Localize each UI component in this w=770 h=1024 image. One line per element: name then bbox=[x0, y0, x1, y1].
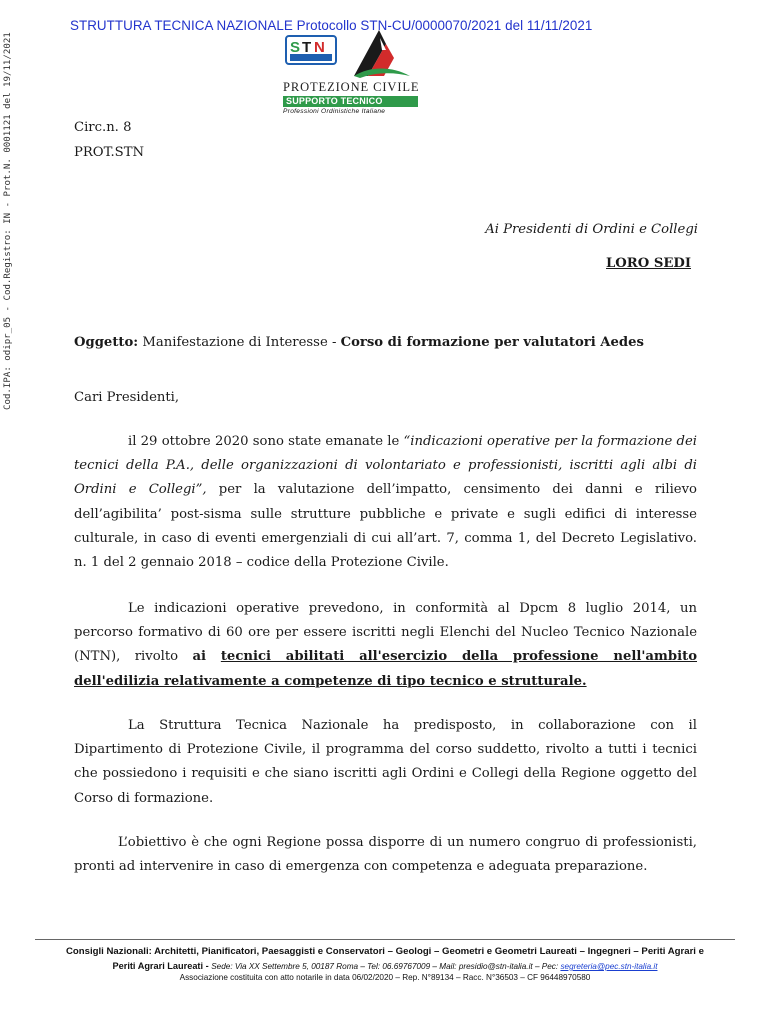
paragraph-1 bbox=[74, 430, 697, 575]
p1-body: per la valutazione dell’impatto, censimento dei danni e rilievo dell’agibilita’ post-sisma sulle strutture pubbliche e private e sugli edifici di interesse culturale, in caso di eventi emergenziali di cui all’art. 7, comma 1, del Decreto Legislativo. n. 1 del 2 gennaio 2018 – codice della Protezione Civile. bbox=[74, 482, 697, 571]
footer-address bbox=[28, 961, 742, 971]
mountain-emblem-icon bbox=[354, 30, 410, 78]
footer-periti: Periti Agrari Laureati - bbox=[112, 961, 212, 971]
subject-line bbox=[74, 334, 644, 351]
subject-text: Manifestazione di Interesse - bbox=[138, 335, 341, 350]
subject-label: Oggetto: bbox=[74, 335, 139, 350]
salutation: Cari Presidenti, bbox=[74, 390, 180, 405]
footer-councils: Consigli Nazionali: Architetti, Pianificatori, Paesaggisti e Conservatori – Geologi – Geometri e Geometri Laureati – Ingegneri – Periti Agrari e bbox=[66, 946, 704, 957]
stn-badge-icon bbox=[286, 36, 336, 64]
paragraph-4 bbox=[74, 831, 697, 879]
p4-body: L’obiettivo è che ogni Regione possa disporre di un numero congruo di professionisti, pronti ad intervenire in caso di emergenza con competenza e adeguata preparazione. bbox=[74, 835, 697, 875]
logo-band: SUPPORTO TECNICO bbox=[283, 96, 418, 107]
logo-subtitle: Professioni Ordinistiche Italiane bbox=[283, 108, 386, 115]
recipients-line: Ai Presidenti di Ordini e Collegi bbox=[485, 222, 698, 237]
subject-course: Corso di formazione per valutatori Aedes bbox=[340, 335, 644, 350]
p1-quote: “indicazioni operative per la formazione dei tecnici della P.A., delle organizzazioni di volontariato e professionisti, iscritti agli albi di Ordini e Collegi”, bbox=[74, 434, 698, 498]
recipients-sedi: LORO SEDI bbox=[606, 256, 691, 271]
p2-bold-underlined: tecnici abilitati all'esercizio della professione nell'ambito dell'edilizia relativamente a competenze di tipo tecnico e strutturale. bbox=[74, 649, 698, 689]
registry-stamp-text: Cod.IPA: odipr_05 - Cod.Registro: IN - Prot.N. 0001121 del 19/11/2021 bbox=[3, 32, 13, 410]
svg-text:T: T bbox=[302, 39, 312, 56]
p2-body: Le indicazioni operative prevedono, in conformità al Dpcm 8 luglio 2014, un percorso formativo di 60 ore per essere iscritti negli Elenchi del Nucleo Tecnico Nazionale (NTN), rivolto bbox=[74, 601, 697, 665]
protocol-stamp: STRUTTURA TECNICA NAZIONALE Protocollo STN-CU/0000070/2021 del 11/11/2021 bbox=[70, 18, 593, 33]
svg-text:N: N bbox=[314, 39, 325, 56]
footer-contacts: Sede: Via XX Settembre 5, 00187 Roma – Tel: 06.69767009 – Mail: presidio@stn-italia.it – Pec: bbox=[211, 962, 561, 971]
registry-stamp-vertical bbox=[1, 8, 15, 412]
p1-intro: il 29 ottobre 2020 sono state emanate le bbox=[128, 434, 404, 449]
svg-text:S: S bbox=[290, 39, 302, 56]
paragraph-2 bbox=[74, 597, 697, 694]
circular-number: Circ.n. 8 bbox=[74, 120, 132, 135]
logo-title: PROTEZIONE CIVILE bbox=[283, 80, 420, 94]
logo-text-block bbox=[283, 81, 419, 115]
footer-pec-link[interactable]: segreteria@pec.stn-italia.it bbox=[560, 962, 658, 971]
paragraph-3 bbox=[74, 714, 697, 811]
protocol-ref: PROT.STN bbox=[74, 145, 145, 160]
p2-bold: ai bbox=[192, 649, 221, 665]
footer-registration: Associazione costituita con atto notarile in data 06/02/2020 – Rep. N°89134 – Racc. N°36503 – CF 96448970580 bbox=[179, 973, 591, 982]
p3-body: La Struttura Tecnica Nazionale ha predisposto, in collaborazione con il Dipartimento di Protezione Civile, il programma del corso suddetto, rivolto a tutti i tecnici che possiedono i requisiti e che siano iscritti agli Ordini e Collegi della Regione oggetto del Corso di formazione. bbox=[74, 718, 697, 806]
footer-divider bbox=[35, 939, 735, 940]
